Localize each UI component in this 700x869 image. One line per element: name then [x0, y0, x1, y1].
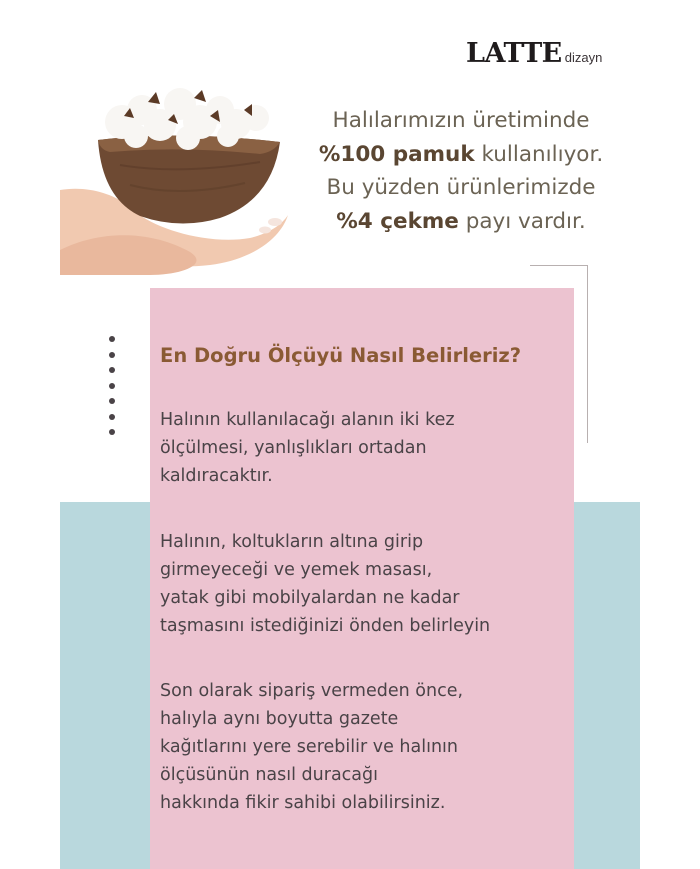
- paragraph-line: kaldıracaktır.: [160, 466, 273, 486]
- decorative-line: [530, 265, 588, 266]
- intro-highlight: %100 pamuk: [318, 141, 475, 167]
- cotton-bowl-hands-photo: [60, 80, 300, 275]
- intro-line: [296, 138, 626, 172]
- intro-line: [296, 205, 626, 239]
- paragraph-line: hakkında fikir sahibi olabilirsiniz.: [160, 793, 446, 813]
- paragraph-line: halıyla aynı boyutta gazete: [160, 709, 399, 729]
- intro-line-rest: payı vardır.: [458, 208, 586, 234]
- paragraph-line: taşmasını istediğinizi önden belirleyin: [160, 616, 491, 636]
- intro-line-rest: kullanılıyor.: [474, 141, 604, 167]
- paragraph-line: Halının kullanılacağı alanın iki kez: [160, 410, 455, 430]
- paragraph-line: ölçüsünün nasıl duracağı: [160, 765, 378, 785]
- paragraph-line: ölçülmesi, yanlışlıkları ortadan: [160, 438, 427, 458]
- intro-line: Bu yüzden ürünlerimizde: [326, 175, 596, 200]
- intro-line: Halılarımızın üretiminde: [332, 108, 590, 133]
- intro-highlight: %4 çekme: [336, 208, 459, 234]
- intro-text: [296, 104, 626, 238]
- brand-logo: [466, 38, 602, 69]
- section-heading: En Doğru Ölçüyü Nasıl Belirleriz?: [160, 344, 522, 367]
- paragraph-3: [160, 677, 580, 817]
- brand-suffix: dizayn: [564, 50, 603, 65]
- paragraph-line: Halının, koltukların altına girip: [160, 532, 424, 552]
- brand-name: LATTE: [466, 38, 562, 69]
- paragraph-line: Son olarak sipariş vermeden önce,: [160, 681, 464, 701]
- paragraph-2: [160, 528, 580, 640]
- paragraph-line: girmeyeceği ve yemek masası,: [160, 560, 433, 580]
- decorative-line-vertical: [587, 265, 588, 443]
- paragraph-line: yatak gibi mobilyalardan ne kadar: [160, 588, 460, 608]
- decorative-dots: [109, 336, 117, 445]
- paragraph-line: kağıtlarını yere serebilir ve halının: [160, 737, 458, 757]
- paragraph-1: [160, 406, 580, 490]
